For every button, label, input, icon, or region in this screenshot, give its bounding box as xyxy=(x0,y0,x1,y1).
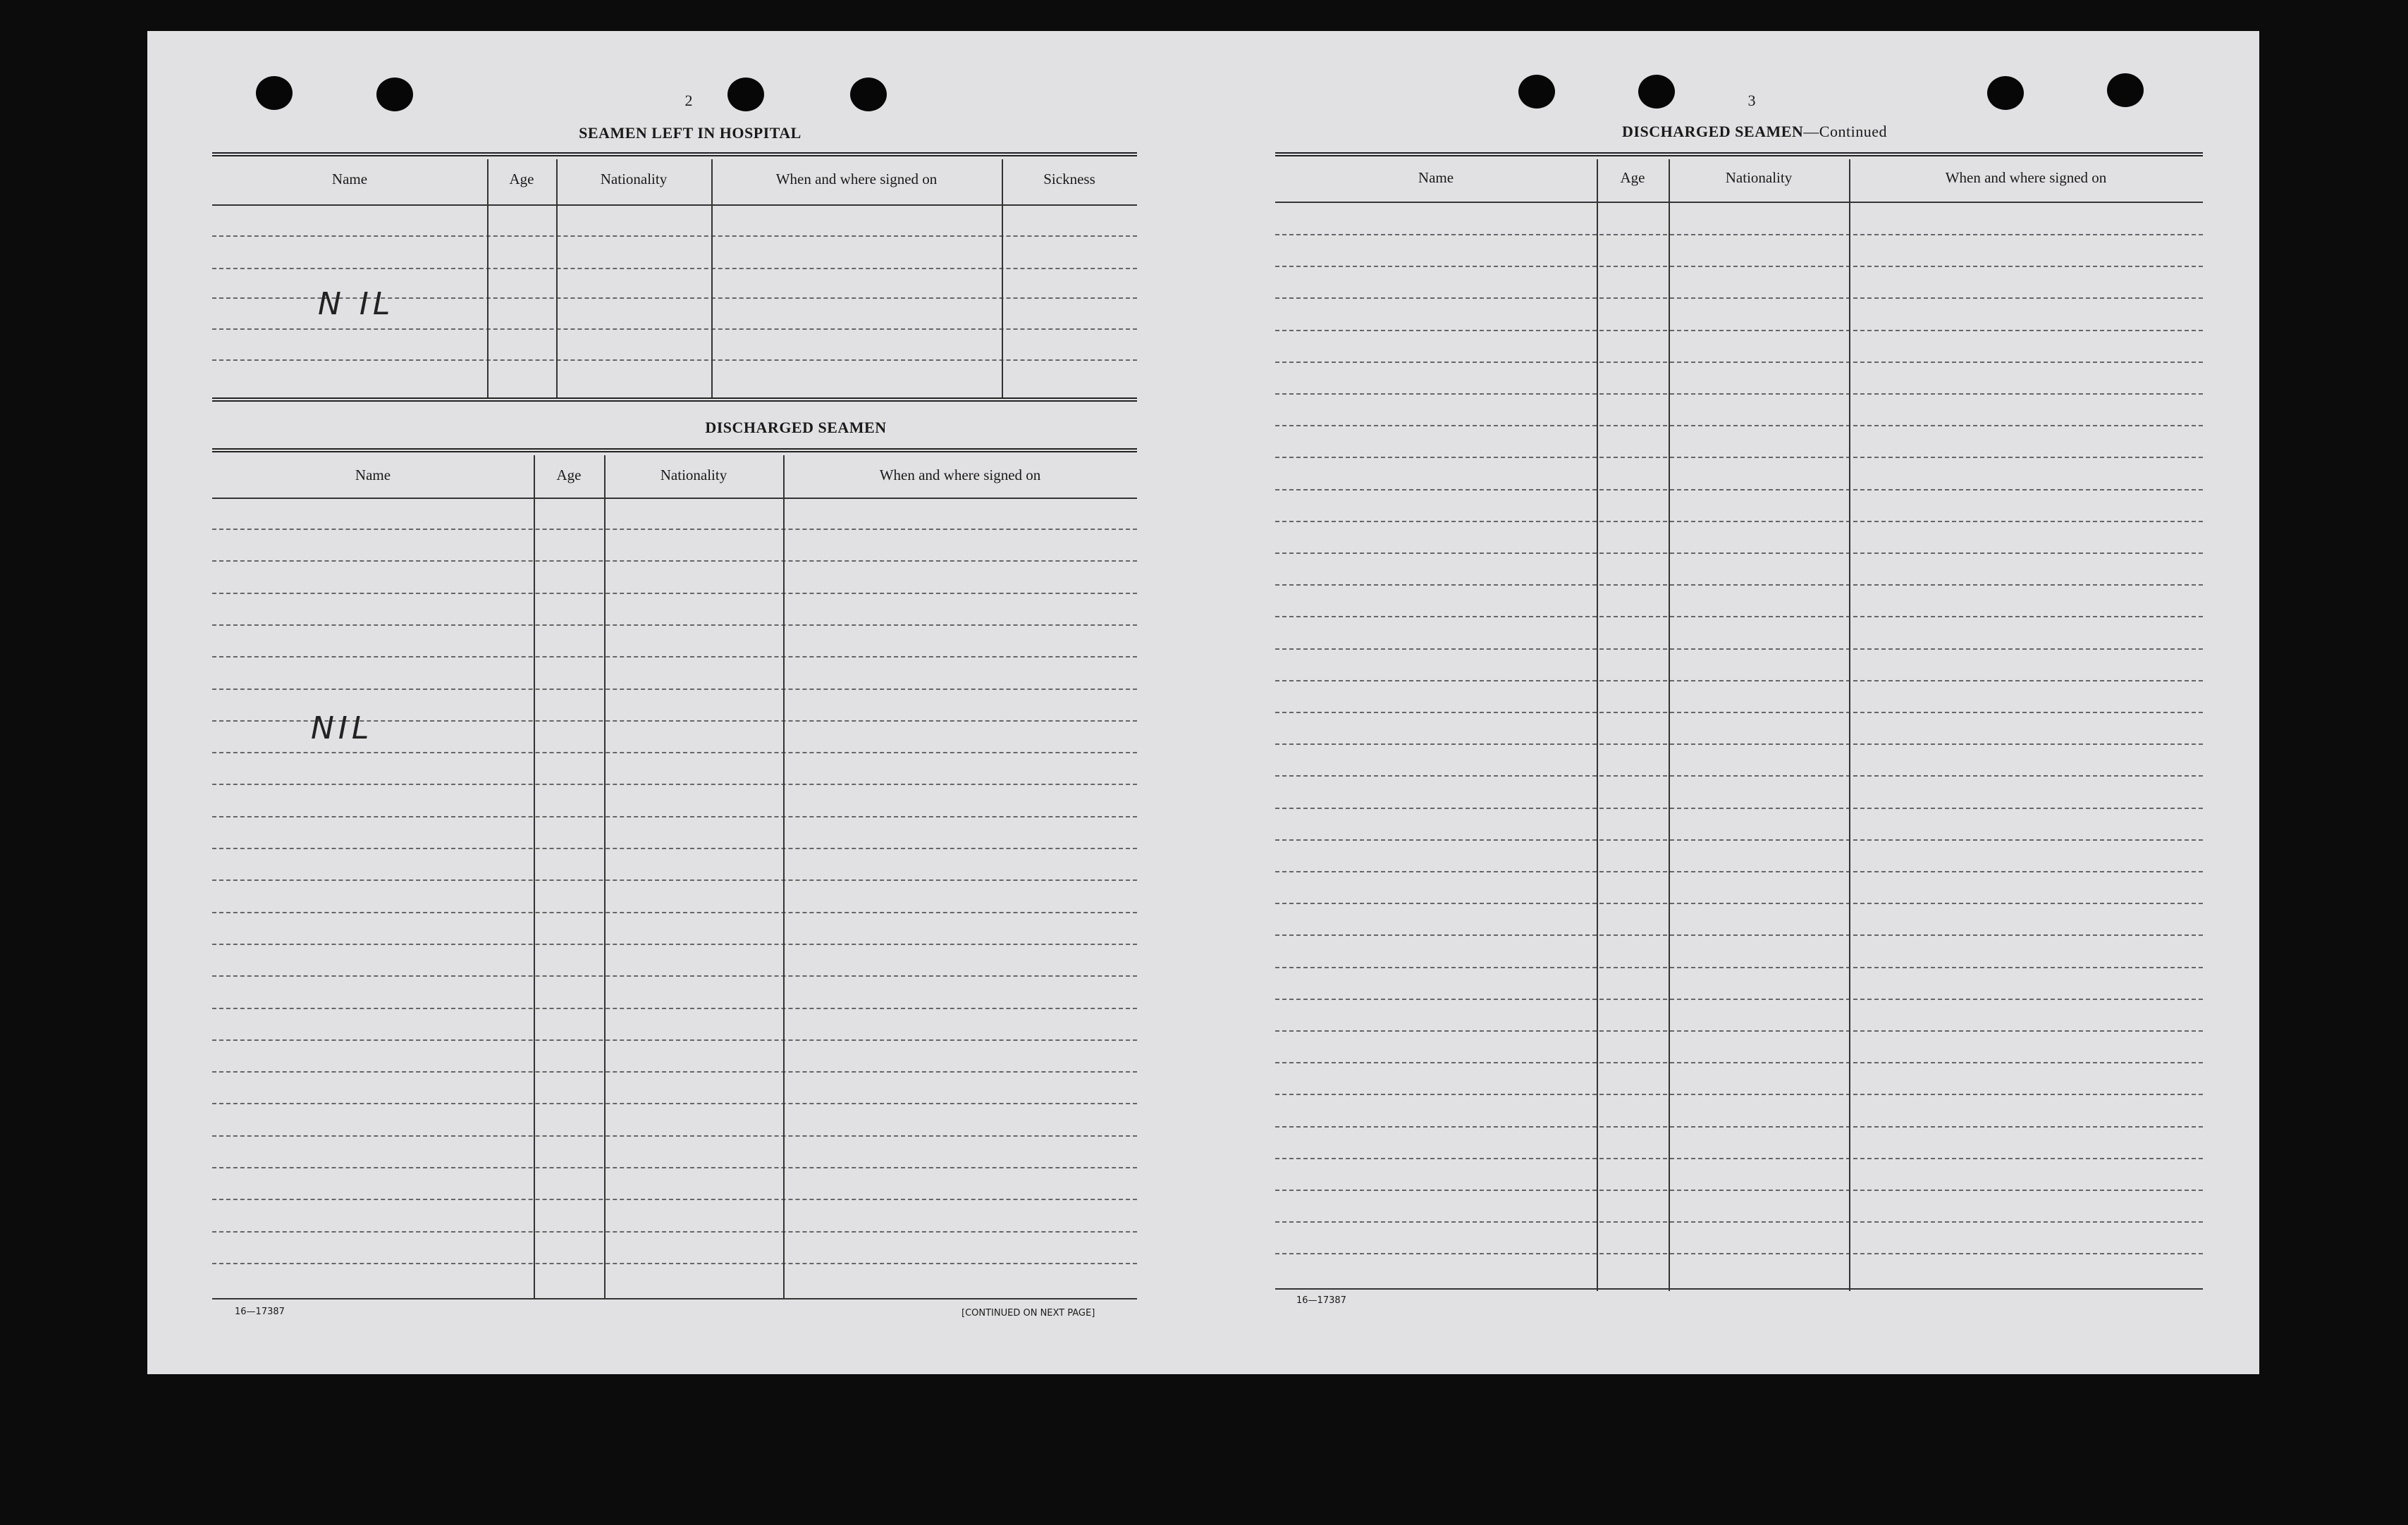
punch-hole xyxy=(727,78,764,111)
document-sheet xyxy=(147,31,2259,1374)
ruled-line xyxy=(1275,680,2203,681)
ruled-line xyxy=(1275,934,2203,936)
ruled-line xyxy=(212,560,1137,562)
ruled-line xyxy=(1275,1190,2203,1191)
ruled-line xyxy=(212,1008,1137,1009)
page-number: 2 xyxy=(684,92,693,109)
ruled-line xyxy=(1275,967,2203,968)
ruled-line xyxy=(212,1039,1137,1041)
ruled-line xyxy=(1275,648,2203,650)
punch-hole xyxy=(2107,73,2144,107)
discharged-section-title: DISCHARGED SEAMEN xyxy=(705,419,887,436)
column-header-signed-on: When and where signed on xyxy=(1945,169,2107,186)
ruled-line xyxy=(1275,266,2203,267)
ruled-line xyxy=(1275,330,2203,331)
ruled-line xyxy=(1275,1158,2203,1159)
discharged-continued-title xyxy=(1557,123,1952,141)
ruled-line xyxy=(212,912,1137,913)
ruled-line xyxy=(1275,1126,2203,1128)
column-header-nationality: Nationality xyxy=(660,467,727,483)
ruled-line xyxy=(1275,712,2203,713)
column-header-age: Age xyxy=(509,171,534,187)
hospital-section-title: SEAMEN LEFT IN HOSPITAL xyxy=(579,124,801,142)
ruled-line xyxy=(1275,552,2203,554)
column-header-name: Name xyxy=(331,171,368,187)
ruled-line xyxy=(212,975,1137,977)
ruled-line xyxy=(212,1167,1137,1168)
ruled-line xyxy=(212,1103,1137,1104)
ruled-line xyxy=(1275,808,2203,809)
column-header-name: Name xyxy=(1418,169,1454,186)
continued-note: [CONTINUED ON NEXT PAGE] xyxy=(962,1308,1095,1319)
discharged-continued-table xyxy=(1275,152,2203,1294)
ruled-line xyxy=(212,879,1137,881)
column-header-nationality: Nationality xyxy=(1725,169,1793,186)
title-suffix: —Continued xyxy=(1803,123,1887,140)
punch-hole xyxy=(376,78,413,111)
ruled-line xyxy=(1275,1062,2203,1063)
ruled-line xyxy=(212,689,1137,690)
column-header-signed-on: When and where signed on xyxy=(879,467,1041,483)
ruled-line xyxy=(1275,743,2203,745)
hospital-table xyxy=(212,152,1137,434)
ruled-line xyxy=(212,1263,1137,1264)
ruled-line xyxy=(1275,362,2203,363)
form-code: 16—17387 xyxy=(1296,1295,1346,1306)
ruled-line xyxy=(1275,425,2203,426)
ruled-line xyxy=(1275,616,2203,617)
ruled-line xyxy=(1275,1030,2203,1032)
column-header-name: Name xyxy=(355,467,391,483)
punch-hole xyxy=(1638,75,1675,109)
ruled-line xyxy=(1275,839,2203,841)
ruled-line xyxy=(212,656,1137,657)
discharged-table xyxy=(212,448,1137,1301)
punch-hole xyxy=(850,78,887,111)
ruled-line xyxy=(212,1135,1137,1137)
ruled-line xyxy=(212,529,1137,530)
punch-hole xyxy=(256,76,293,110)
ruled-line xyxy=(1275,999,2203,1000)
ruled-line xyxy=(1275,521,2203,522)
page-number: 3 xyxy=(1747,92,1756,109)
ruled-line xyxy=(1275,393,2203,395)
ruled-line xyxy=(1275,871,2203,872)
handwritten-entry: N IL xyxy=(318,286,395,322)
ruled-line xyxy=(212,1231,1137,1233)
column-header-age: Age xyxy=(556,467,582,483)
punch-hole xyxy=(1518,75,1555,109)
ruled-line xyxy=(1275,297,2203,299)
column-header-signed-on: When and where signed on xyxy=(775,171,938,187)
ruled-line xyxy=(212,816,1137,817)
form-code: 16—17387 xyxy=(235,1307,285,1317)
ruled-line xyxy=(1275,457,2203,458)
ruled-line xyxy=(1275,903,2203,904)
ruled-line xyxy=(1275,489,2203,490)
ruled-line xyxy=(212,1071,1137,1073)
handwritten-entry: NIL xyxy=(311,710,374,746)
punch-hole xyxy=(1987,76,2024,110)
ruled-line xyxy=(212,848,1137,849)
ruled-line xyxy=(1275,234,2203,235)
ruled-line xyxy=(212,593,1137,594)
ruled-line xyxy=(1275,1094,2203,1095)
ruled-line xyxy=(212,624,1137,626)
ruled-line xyxy=(212,752,1137,753)
ruled-line xyxy=(212,784,1137,785)
column-header-nationality: Nationality xyxy=(600,171,668,187)
ruled-line xyxy=(212,944,1137,945)
column-header-age: Age xyxy=(1620,169,1645,186)
ruled-line xyxy=(1275,1221,2203,1223)
ruled-line xyxy=(212,1199,1137,1200)
title-main: DISCHARGED SEAMEN xyxy=(1622,123,1804,140)
column-header-sickness: Sickness xyxy=(1043,171,1095,187)
ruled-line xyxy=(1275,1253,2203,1254)
ruled-line xyxy=(1275,584,2203,586)
ruled-line xyxy=(1275,775,2203,777)
